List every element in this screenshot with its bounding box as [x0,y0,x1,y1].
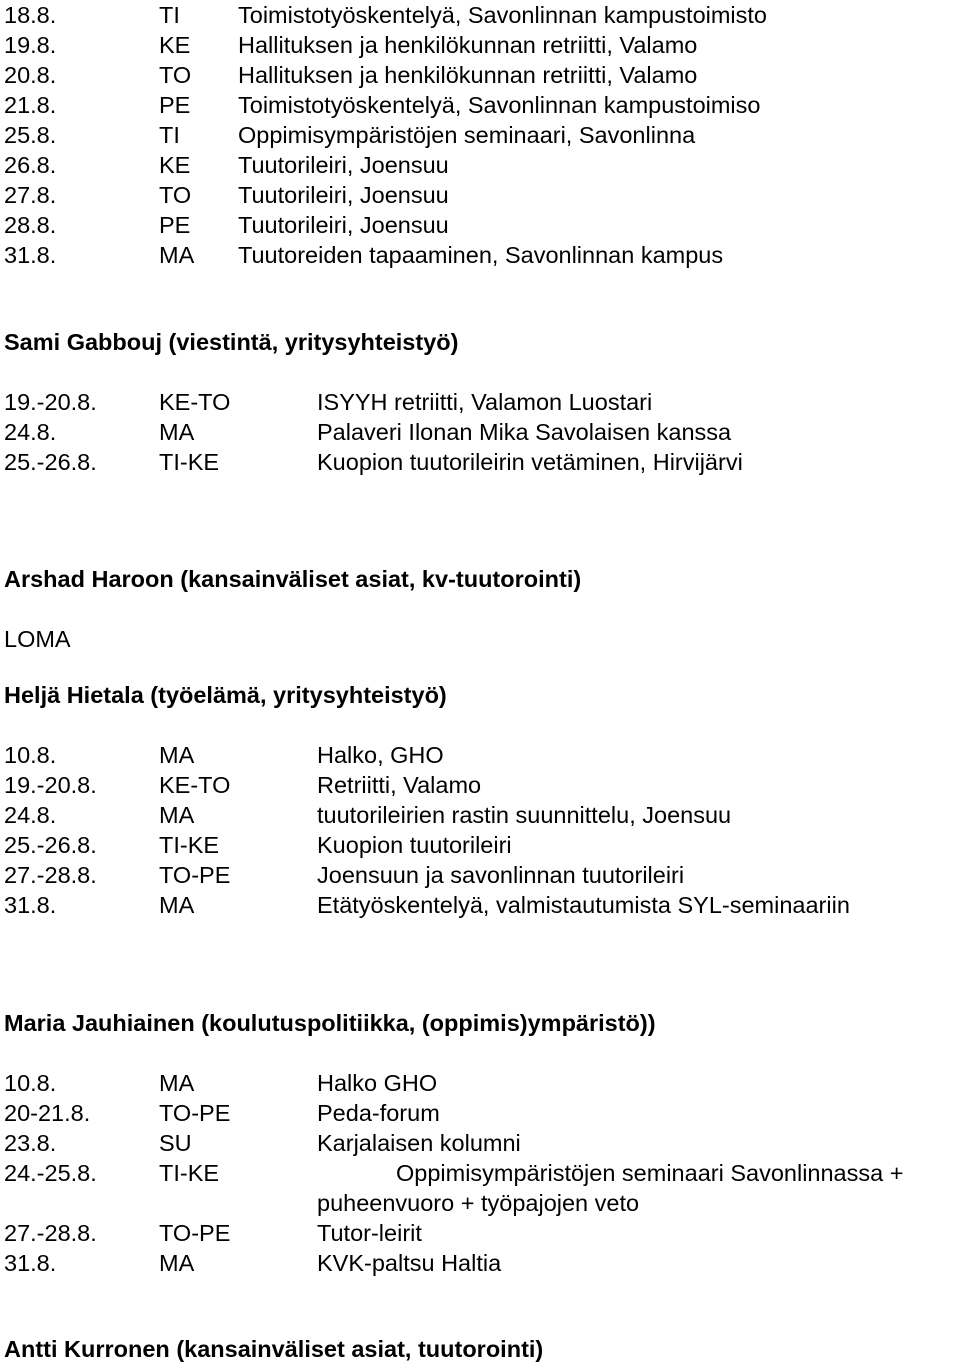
row-description: Joensuun ja savonlinnan tuutorileiri [317,862,685,888]
person-heading: Sami Gabbouj (viestintä, yritysyhteistyö) [4,329,459,355]
row-description: Palaveri Ilonan Mika Savolaisen kanssa [317,419,732,445]
row-description: Toimistotyöskentelyä, Savonlinnan kampustoimiso [238,92,761,118]
row-day: TO [159,62,192,88]
row-day: MA [159,1250,195,1276]
row-day: MA [159,892,195,918]
row-day: PE [159,92,191,118]
row-day: TO-PE [159,862,231,888]
row-date: 27.-28.8. [4,862,97,888]
row-description-continuation: puheenvuoro + työpajojen veto [317,1190,640,1216]
person-heading: Antti Kurronen (kansainväliset asiat, tuutorointi) [4,1336,544,1362]
row-description: Halko GHO [317,1070,438,1096]
row-date: 25.8. [4,122,57,148]
row-date: 27.-28.8. [4,1220,97,1246]
row-day: TI [159,2,180,28]
row-day: MA [159,242,195,268]
row-day: TO-PE [159,1100,231,1126]
row-description: Tuutorileiri, Joensuu [238,152,449,178]
row-description: Tuutorileiri, Joensuu [238,212,449,238]
row-description: Toimistotyöskentelyä, Savonlinnan kampustoimisto [238,2,768,28]
row-day: TI-KE [159,1160,220,1186]
row-date: 24.8. [4,802,57,828]
row-day: TI-KE [159,832,220,858]
row-description: Karjalaisen kolumni [317,1130,521,1156]
row-date: 27.8. [4,182,57,208]
row-day: MA [159,419,195,445]
row-day: MA [159,802,195,828]
row-date: 24.8. [4,419,57,445]
row-date: 28.8. [4,212,57,238]
row-day: TI [159,122,180,148]
row-day: KE [159,152,191,178]
row-description: Hallituksen ja henkilökunnan retriitti, Valamo [238,62,698,88]
row-day: TO [159,182,192,208]
row-date: 25.-26.8. [4,449,97,475]
row-date: 31.8. [4,242,57,268]
row-description: Oppimisympäristöjen seminaari Savonlinnassa + [396,1160,904,1186]
row-date: 10.8. [4,742,57,768]
row-description: Tuutorileiri, Joensuu [238,182,449,208]
row-description: ISYYH retriitti, Valamon Luostari [317,389,653,415]
person-heading: Heljä Hietala (työelämä, yritysyhteistyö) [4,682,447,708]
leave-note: LOMA [4,626,71,652]
row-date: 23.8. [4,1130,57,1156]
row-day: KE-TO [159,772,231,798]
row-description: Halko, GHO [317,742,444,768]
row-description: Kuopion tuutorileirin vetäminen, Hirvijärvi [317,449,743,475]
row-day: KE-TO [159,389,231,415]
row-date: 25.-26.8. [4,832,97,858]
row-description: KVK-paltsu Haltia [317,1250,502,1276]
row-date: 26.8. [4,152,57,178]
row-date: 20-21.8. [4,1100,91,1126]
row-date: 31.8. [4,1250,57,1276]
row-description: Kuopion tuutorileiri [317,832,512,858]
row-date: 31.8. [4,892,57,918]
row-description: Retriitti, Valamo [317,772,482,798]
row-day: KE [159,32,191,58]
row-description: Hallituksen ja henkilökunnan retriitti, Valamo [238,32,698,58]
row-day: TO-PE [159,1220,231,1246]
row-date: 24.-25.8. [4,1160,97,1186]
row-description: Etätyöskentelyä, valmistautumista SYL-seminaariin [317,892,850,918]
row-date: 19.8. [4,32,57,58]
row-day: TI-KE [159,449,220,475]
row-date: 10.8. [4,1070,57,1096]
row-day: MA [159,1070,195,1096]
row-date: 21.8. [4,92,57,118]
row-description: Tuutoreiden tapaaminen, Savonlinnan kampus [238,242,724,268]
row-date: 19.-20.8. [4,389,97,415]
row-date: 19.-20.8. [4,772,97,798]
row-description: Tutor-leirit [317,1220,422,1246]
row-description: tuutorileirien rastin suunnittelu, Joensuu [317,802,732,828]
person-heading: Maria Jauhiainen (koulutuspolitiikka, (oppimis)ympäristö)) [4,1010,656,1036]
row-date: 20.8. [4,62,57,88]
row-date: 18.8. [4,2,57,28]
row-day: PE [159,212,191,238]
row-day: MA [159,742,195,768]
row-description: Peda-forum [317,1100,440,1126]
person-heading: Arshad Haroon (kansainväliset asiat, kv-tuutorointi) [4,566,582,592]
row-day: SU [159,1130,192,1156]
row-description: Oppimisympäristöjen seminaari, Savonlinna [238,122,696,148]
